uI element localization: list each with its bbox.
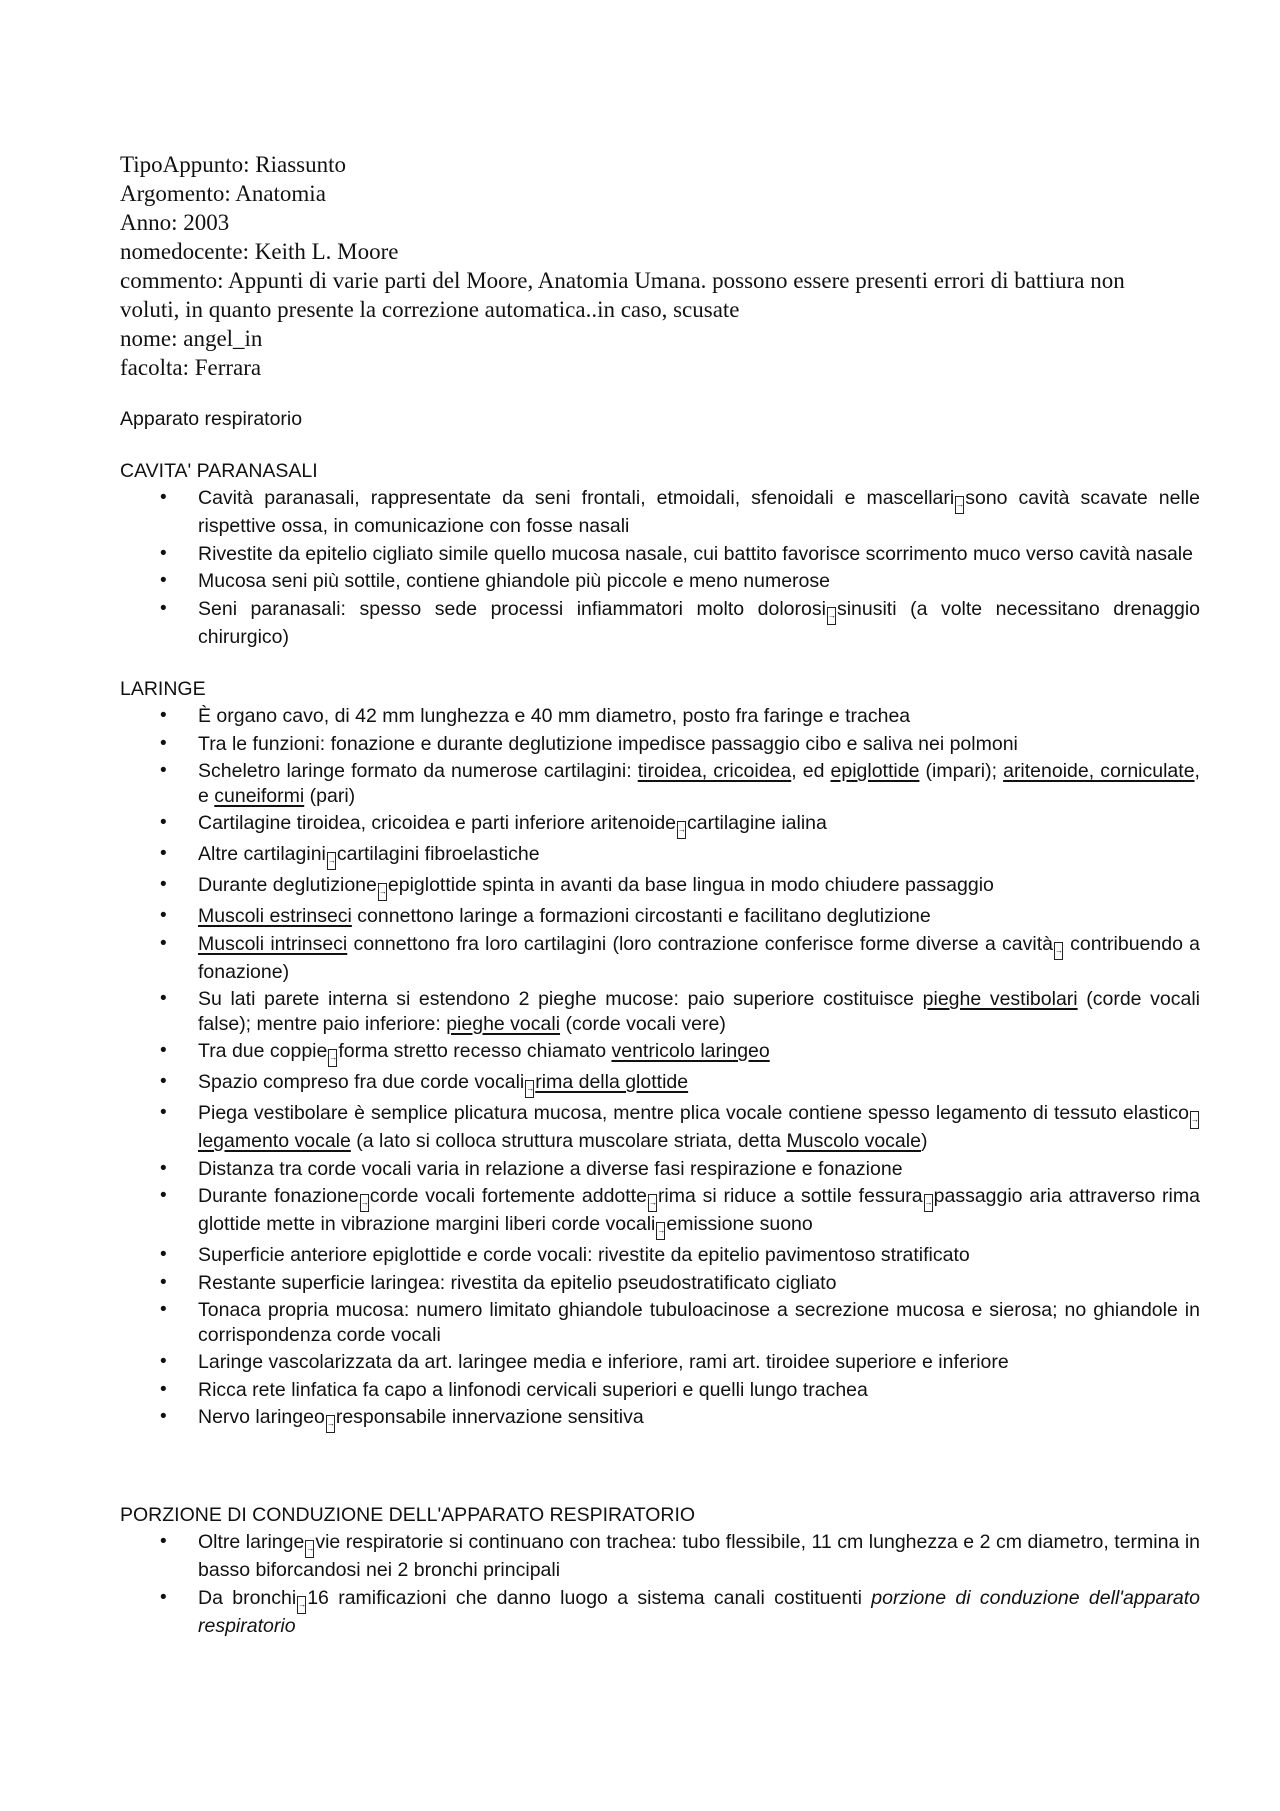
arrow-symbol-icon: → [305,1540,314,1558]
arrow-symbol-icon: → [360,1194,369,1212]
underlined-term: Muscoli intrinseci [198,932,348,955]
list-item: • Da bronchi →16 ramificazioni che danno luogo a sistema canali costituenti porzione di conduzione dell'apparato respiratorio [160,1586,1200,1637]
bullet-icon: • [160,542,167,564]
meta-nome: nome: angel_in [120,326,263,351]
list-item: • Seni paranasali: spesso sede processi infiammatori molto dolorosi →sinusiti (a volte necessitano drenaggio chirurgico) [160,597,1200,648]
bullet-icon: • [160,1040,167,1061]
arrow-symbol-icon: → [955,496,964,514]
list-item: • Restante superficie laringea: rivestita da epitelio pseudostratificato cigliato [160,1271,837,1294]
bullet-icon: • [160,1299,167,1320]
arrow-symbol-icon: → [677,821,686,839]
bullet-icon: • [160,932,167,954]
underlined-term: tiroidea, cricoidea [637,760,792,782]
list-item: • Piega vestibolare è semplice plicatura mucosa, mentre plica vocale contiene spesso legamento di tessuto elastico →legamento vocale (a lato si colloca struttura muscolare striata, detta Muscolo vocale) [160,1102,1199,1152]
bullet-icon: • [160,874,167,895]
list-item: • Distanza tra corde vocali varia in relazione a diverse fasi respirazione e fonazione [160,1157,903,1180]
bullet-icon: • [160,1586,167,1608]
cavita-list [120,486,1200,649]
arrow-symbol-icon: → [297,1596,306,1614]
meta-tipo: TipoAppunto: Riassunto [120,152,347,177]
bullet-icon: • [160,1157,167,1179]
arrow-symbol-icon: → [525,1080,534,1098]
arrow-symbol-icon: → [328,1049,337,1067]
arrow-symbol-icon: → [648,1194,657,1212]
bullet-icon: • [160,732,167,754]
bullet-icon: • [160,597,167,619]
arrow-symbol-icon: → [924,1194,933,1212]
list-item: • Ricca rete linfatica fa capo a linfonodi cervicali superiori e quelli lungo trachea [160,1378,868,1401]
underlined-term: Muscoli estrinseci [198,905,352,927]
bullet-icon: • [160,1071,167,1092]
list-item: • Durante fonazione →corde vocali fortemente addotte →rima si riduce a sottile fessura →passaggio aria attraverso rima glottide mette in vibrazione margini liberi corde vocali →emissione suono [120,1184,1200,1240]
list-item: • Spazio compreso fra due corde vocali →rima della glottide [120,1070,1200,1098]
list-item: • Tra le funzioni: fonazione e durante deglutizione impedisce passaggio cibo e saliva nei polmoni [160,732,1018,755]
meta-anno: Anno: 2003 [120,210,230,235]
meta-commento: commento: Appunti di varie parti del Moore, Anatomia Umana. possono essere presenti errori di battiura non voluti, in quanto presente la correzione automatica..in caso, scusate [120,268,1131,322]
list-item: • Laringe vascolarizzata da art. laringee media e inferiore, rami art. tiroidee superiore e inferiore [160,1351,1009,1373]
list-item: • Rivestite da epitelio cigliato simile quello mucosa nasale, cui battito favorisce scorrimento muco verso cavità nasale [160,542,1193,565]
bullet-icon: • [160,843,167,864]
list-item: • Nervo laringeo →responsabile innervazione sensitiva [120,1405,1200,1433]
list-item: • Oltre laringe →vie respiratorie si continuano con trachea: tubo flessibile, 11 cm lunghezza e 2 cm diametro, termina in basso biforcandosi nei 2 bronchi principali [160,1531,1200,1581]
list-item: • Altre cartilagini →cartilagini fibroelastiche [120,842,1200,870]
metadata-block [120,150,1160,382]
bullet-icon: • [160,1102,167,1123]
list-item: • Muscoli estrinseci connettono laringe a formazioni circostanti e facilitano deglutizione [160,905,931,927]
underlined-term: Muscolo vocale [786,1130,921,1152]
arrow-symbol-icon: → [827,607,836,625]
bullet-icon: • [160,705,167,726]
bullet-icon: • [160,760,167,781]
bullet-icon: • [160,905,167,926]
section-heading-porzione: PORZIONE DI CONDUZIONE DELL'APPARATO RESPIRATORIO [120,1504,696,1526]
list-item: • Cartilagine tiroidea, cricoidea e parti inferiore aritenoide →cartilagine ialina [120,811,1200,839]
bullet-icon: • [160,988,167,1009]
underlined-term: pieghe vocali [446,1012,561,1035]
porzione-list [120,1530,1200,1638]
list-item: • Cavità paranasali, rappresentate da seni frontali, etmoidali, sfenoidali e mascellari →sono cavità scavate nelle rispettive ossa, in comunicazione con fosse nasali [160,487,1200,537]
list-item: • Muscoli intrinseci connettono fra loro cartilagini (loro contrazione conferisce forme diverse a cavità → contribuendo a fonazione) [160,932,1200,983]
meta-argomento: Argomento: Anatomia [120,181,326,206]
bullet-icon: • [160,1244,167,1265]
arrow-symbol-icon: → [378,883,387,901]
document-title: Apparato respiratorio [120,408,303,430]
meta-facolta: facolta: Ferrara [120,355,262,380]
arrow-symbol-icon: → [656,1222,665,1240]
bullet-icon: • [160,1531,167,1552]
bullet-icon: • [160,1351,167,1372]
list-item: • Durante deglutizione →epiglottide spinta in avanti da base lingua in modo chiudere passaggio [120,873,1200,901]
arrow-symbol-icon: → [1054,942,1063,960]
section-heading-cavita: CAVITA' PARANASALI [120,460,318,482]
bullet-icon: • [160,1378,167,1400]
list-item: • Superficie anteriore epiglottide e corde vocali: rivestite da epitelio pavimentoso stratificato [160,1244,970,1266]
underlined-term: ventricolo laringeo [611,1040,770,1062]
arrow-symbol-icon: → [326,1415,335,1433]
underlined-term: pieghe vestibolari [922,988,1078,1010]
underlined-term: rima della glottide [535,1071,689,1093]
bullet-icon: • [160,487,167,508]
spacer [120,1435,1160,1475]
list-item: • Mucosa seni più sottile, contiene ghiandole più piccole e meno numerose [160,570,830,592]
list-item: • È organo cavo, di 42 mm lunghezza e 40 mm diametro, posto fra faringe e trachea [160,705,911,727]
laringe-list [120,704,1200,1433]
bullet-icon: • [160,1406,167,1427]
arrow-symbol-icon: → [1190,1111,1199,1129]
underlined-term: epiglottide [830,760,920,782]
bullet-icon: • [160,1185,167,1206]
document-page [120,150,1200,1640]
bullet-icon: • [160,812,167,833]
list-item: • Su lati parete interna si estendono 2 pieghe mucose: paio superiore costituisce pieghe vestibolari (corde vocali false); mentre paio inferiore: pieghe vocali (corde vocali vere) [160,988,1200,1035]
section-heading-laringe: LARINGE [120,678,206,700]
italic-term: porzione di conduzione dell'apparato respiratorio [198,1586,1200,1637]
underlined-term: aritenoide, corniculate [1003,760,1195,782]
arrow-symbol-icon: → [327,852,336,870]
bullet-icon: • [160,570,167,591]
list-item: • Tonaca propria mucosa: numero limitato ghiandole tubuloacinose a secrezione mucosa e sierosa; no ghiandole in corrispondenza corde vocali [160,1299,1200,1346]
list-item: • Tra due coppie →forma stretto recesso chiamato ventricolo laringeo [120,1039,1200,1067]
underlined-term: legamento vocale [198,1130,351,1152]
list-item: • Scheletro laringe formato da numerose cartilagini: tiroidea, cricoidea, ed epiglottide (impari); aritenoide, corniculate, e cuneiformi (pari) [160,760,1200,807]
bullet-icon: • [160,1271,167,1293]
underlined-term: cuneiformi [214,784,305,807]
meta-docente: nomedocente: Keith L. Moore [120,239,399,264]
